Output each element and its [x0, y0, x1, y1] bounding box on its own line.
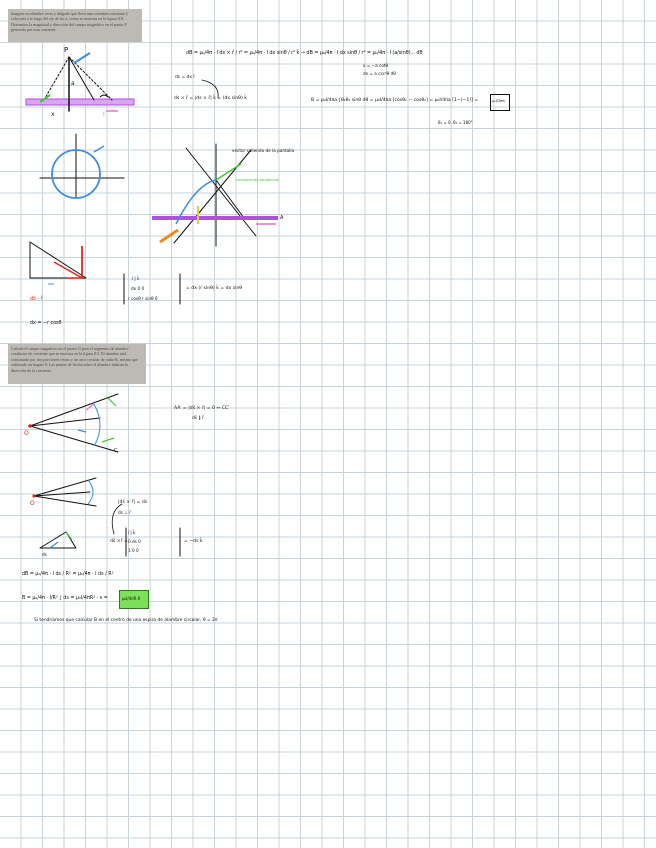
det2-result: = −ds k̂	[184, 539, 203, 544]
det-row-3: r cosθ r sinθ 0	[128, 296, 158, 301]
wire-field-sketch	[22, 45, 142, 123]
eq-ds-parallel: ds̄ ∥ r̂	[192, 416, 204, 421]
label-I-1: I	[103, 111, 105, 118]
det-row-2: dx 0 0	[131, 286, 145, 291]
det2-bars	[124, 526, 184, 558]
B-arc-result-box	[119, 590, 149, 609]
green-note: componente tangencial	[236, 178, 279, 182]
vector-note: vector saliendo de la pantalla	[232, 148, 295, 153]
three-d-axes-sketch	[146, 138, 296, 253]
det2-row-2: 0 ds 0	[128, 539, 141, 544]
wedge-sketch-2	[28, 472, 108, 512]
wedge-arc-sketch	[24, 388, 136, 458]
eq-B-integral: B = μ₀I/4πa ∫θ₁θ₂ sinθ dθ = μ₀I/4πa [cosθ₁ − cosθ₂] = μ₀I/4πa [1−(−1)] =	[311, 98, 479, 103]
label-O-1: O	[24, 430, 29, 437]
eq-segment-note: AA′ = |ds̄ × r̂| = 0 ↔ CC′	[174, 406, 230, 411]
problem-1-statement: Imagine un alambre recto y delgado que lleva una corriente constante I, colocado a lo largo del eje de las x, como se muestra en la figura 8.8. Determine la magnitud y dirección del campo magnético en el punto P generado por esta corriente.	[8, 9, 142, 42]
triangle-sketch	[24, 238, 96, 290]
det2-prefix: ds̄ ×r̂ =	[110, 539, 128, 544]
eq-x-sub: x = −a cotθ	[363, 63, 389, 68]
eq-small-note: ds	[42, 552, 47, 557]
eq-cross2-sub: ds ⊥ r̂	[118, 510, 131, 515]
eq-dx-sub: dx = a csc²θ dθ	[363, 71, 396, 76]
label-a-1: a	[71, 80, 75, 87]
arrow-connector-1	[200, 78, 230, 102]
eq-limits: θ₁ = 0, θ₂ = 180°	[438, 120, 473, 125]
eq-r-cos: dx = −r cosθ	[30, 321, 62, 326]
final-note: Si tendríamos que calcular B en el centro de una espira de alambre circular, θ = 2π	[34, 618, 218, 623]
B-result-box	[490, 94, 510, 111]
det-bars	[122, 272, 184, 306]
eq-ds-cross: ds × r̂ = |ds × r̂| k̂ = (dx sinθ) k̂	[174, 96, 247, 101]
field-circle-sketch	[36, 130, 131, 200]
det-result: = dx (r sinθ) k̂ = dx sinθ	[186, 286, 243, 291]
eq-B-arc: B = μ₀/4π · I/R² ∫ ds = μ₀I/4πR² · s =	[22, 596, 108, 601]
B-arc-result: μ₀I/4πR θ	[122, 596, 141, 601]
eq-dB-biot: dB = μ₀/4π · I ds × r̂ / r² = μ₀/4π · I dx sinθ / r² k̂ → dB = μ₀/4π · I dx sinθ / r² = μ₀/4π · I (a/sinθ)... dθ	[186, 50, 423, 56]
det2-row-1: î ĵ k̂	[128, 530, 136, 535]
det2-row-3: 1 0 0	[128, 548, 139, 553]
small-triangle-sketch	[36, 528, 84, 552]
label-A-3d: A	[280, 215, 284, 221]
label-C-1: C	[114, 448, 118, 454]
det-row-1: î ĵ k̂	[132, 276, 140, 281]
eq-dB-arc: dB = μ₀/4π · I ds / R² = μ₀/4π · I ds / R²	[22, 572, 114, 577]
label-P-1: P	[64, 46, 69, 54]
B-result: μ₀I/2πa	[492, 99, 505, 103]
problem-2-statement: Calcule el campo magnético en el punto O para el segmento de alambre conductor de corriente que se muestra en la figura 8.5. El alambre está constituido por dos porciones rectas y un arco circular de radio R, mismo que subtiende un ángulo θ. Las puntas de flecha sobre el alambre indican la dirección de la corriente.	[8, 344, 146, 384]
eq-cross2: |ds̄ × r̂| = ds	[118, 500, 148, 505]
eq-ds-r-note: ds̄ · r̂	[30, 296, 43, 302]
label-O-2: O	[30, 500, 35, 507]
label-x-1: x	[51, 111, 55, 118]
eq-ds-vec: ds = dx î	[175, 75, 195, 80]
